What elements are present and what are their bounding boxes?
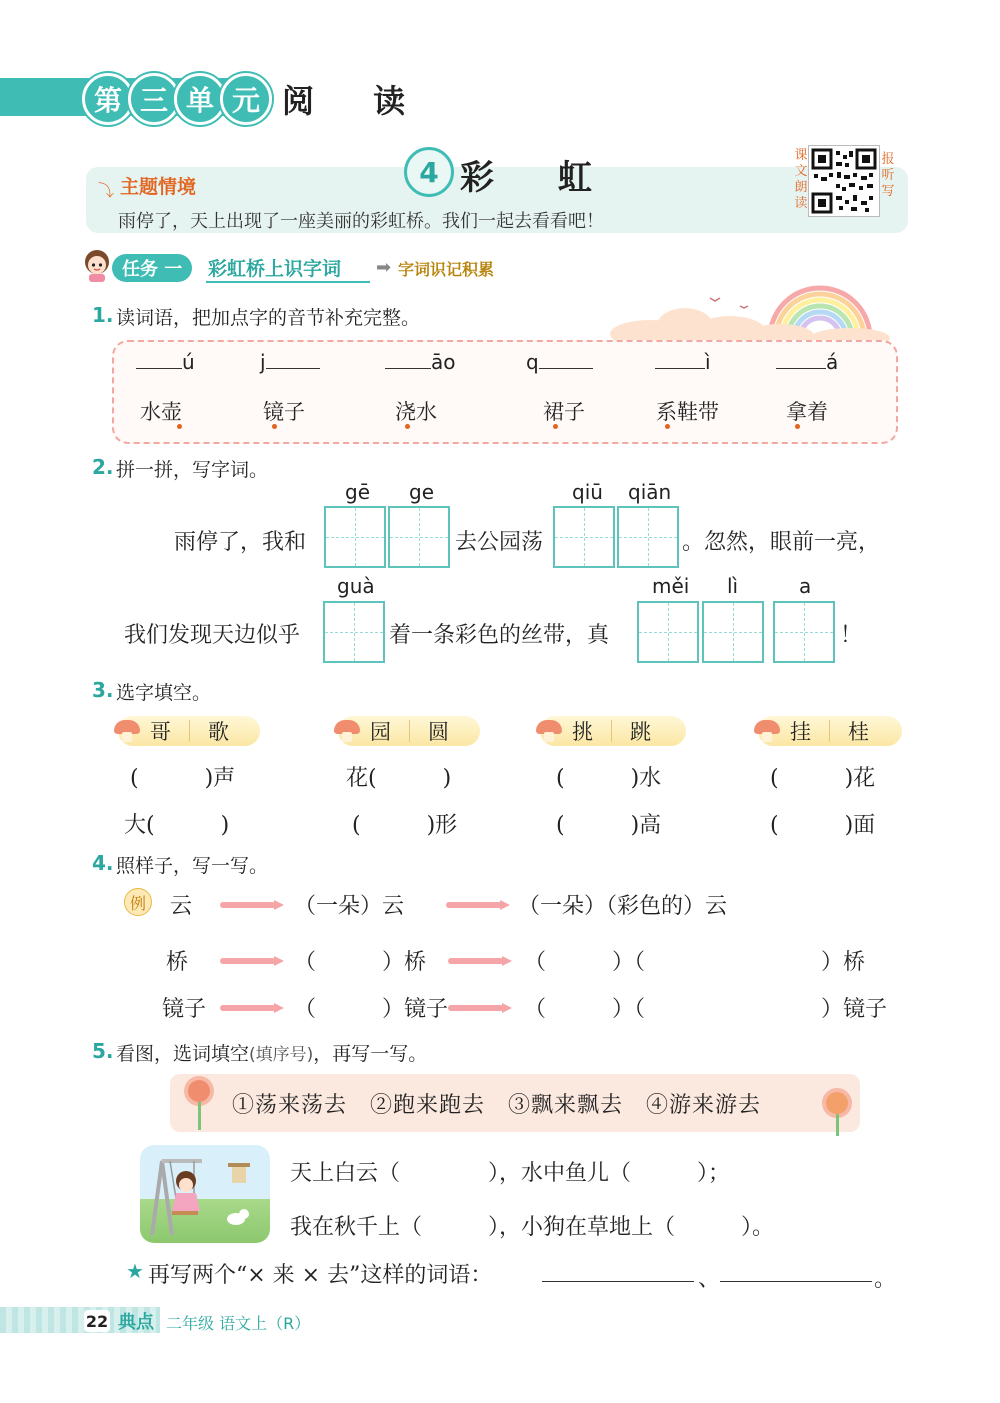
q1-word-6: 拿着 [786, 400, 828, 424]
mushroom-icon [334, 720, 360, 742]
q2-line1-seg2: 去公园荡 [455, 530, 544, 555]
q3-blank[interactable]: ( )水 [556, 766, 662, 791]
lesson-number: 4 [404, 147, 454, 197]
q4-row1-b[interactable]: （ ）（ ）桥 [524, 950, 866, 975]
arrow-right-icon [220, 900, 284, 910]
section-title: 阅 读 [282, 82, 430, 120]
unit-char-3: 单 [174, 73, 226, 125]
q3-number: 3. [92, 678, 114, 702]
q1-word-2: 镜子 [263, 400, 305, 424]
q1-word-3: 浇水 [395, 400, 437, 424]
q5-line1[interactable]: 天上白云（ ），水中鱼儿（ ）； [290, 1161, 731, 1186]
q3-text: 选字填空。 [116, 682, 212, 704]
q2-pinyin-a: a [799, 574, 812, 598]
qr-right-label: 报听写 [881, 152, 895, 199]
q4-example-word: 云 [170, 894, 193, 919]
q4-row2-b[interactable]: （ ）（ ）镜子 [524, 997, 888, 1022]
q2-number: 2. [92, 455, 114, 479]
theme-text: 雨停了，天上出现了一座美丽的彩虹桥。我们一起去看看吧！ [118, 211, 604, 232]
lesson-title: 彩 虹 [460, 158, 618, 198]
girl-swing-illustration [140, 1145, 270, 1243]
q2-pinyin-ge1: gē [345, 480, 370, 504]
emphasis-dot [272, 424, 277, 429]
q2-pinyin-qian: qiān [628, 480, 672, 504]
unit-char-4: 元 [220, 73, 272, 125]
answer-line[interactable] [720, 1281, 872, 1282]
rainbow-cloud-illustration [590, 278, 890, 348]
theme-label: 主题情境 [120, 176, 197, 198]
q3-blank[interactable]: ( )高 [556, 813, 662, 838]
q2-pinyin-mei: měi [652, 574, 690, 598]
unit-char-2: 三 [128, 73, 180, 125]
q2-line2-seg2: 着一条彩色的丝带，真 [389, 623, 610, 648]
qr-code-icon[interactable] [808, 145, 880, 217]
mushroom-icon [754, 720, 780, 742]
writing-grid-box[interactable] [553, 506, 615, 568]
q1-pinyin-3[interactable]: āo [385, 350, 456, 374]
emphasis-dot [795, 424, 800, 429]
arrow-right-icon [446, 900, 510, 910]
q1-word-5: 系鞋带 [656, 400, 719, 424]
qr-left-label: 课文朗读 [794, 148, 808, 211]
arrow-right-icon [220, 1003, 284, 1013]
writing-grid-box[interactable] [773, 601, 835, 663]
q1-word-4: 裙子 [543, 400, 585, 424]
writing-grid-box[interactable] [323, 601, 385, 663]
q4-text: 照样子，写一写。 [116, 855, 269, 877]
q5-options: ①荡来荡去 ②跑来跑去 ③飘来飘去 ④游来游去 [232, 1093, 762, 1118]
q2-pinyin-gua: guà [337, 574, 375, 598]
writing-grid-box[interactable] [702, 601, 764, 663]
flower-icon [188, 1080, 210, 1130]
emphasis-dot [177, 424, 182, 429]
q1-pinyin-4[interactable]: q [526, 350, 593, 374]
flower-icon [826, 1092, 848, 1136]
q4-row1-a[interactable]: （ ）桥 [294, 950, 427, 975]
q2-line1-seg3: 。忽然，眼前一亮， [682, 530, 881, 555]
writing-grid-box[interactable] [388, 506, 450, 568]
star-icon: ★ [126, 1259, 144, 1283]
q1-word-1: 水壶 [140, 400, 182, 424]
mushroom-icon [536, 720, 562, 742]
q2-line1-seg1: 雨停了，我和 [174, 530, 307, 555]
example-badge: 例 [124, 888, 152, 916]
q2-pinyin-li: lì [727, 574, 739, 598]
q3-choice-pair-2: 园 圆 [338, 716, 480, 746]
emphasis-dot [665, 424, 670, 429]
q3-blank[interactable]: ( )花 [770, 766, 876, 791]
q3-blank[interactable]: 大( ) [124, 813, 230, 838]
task-subtitle: 彩虹桥上识字词 [208, 258, 342, 280]
theme-swirl-icon: ⤵ [98, 181, 115, 200]
q4-example-b: （一朵）（彩色的）云 [518, 894, 728, 919]
q3-choice-pair-1: 哥 歌 [118, 716, 260, 746]
writing-grid-box[interactable] [324, 506, 386, 568]
emphasis-dot [405, 424, 410, 429]
q2-line2-seg3: ！ [840, 623, 863, 648]
q4-number: 4. [92, 851, 114, 875]
q4-row1-word: 桥 [166, 950, 189, 975]
q5-extra-end: 。 [874, 1267, 897, 1292]
q3-blank[interactable]: 花( ) [346, 766, 452, 791]
mushroom-icon [114, 720, 140, 742]
writing-grid-box[interactable] [637, 601, 699, 663]
q5-line2[interactable]: 我在秋千上（ ），小狗在草地上（ ）。 [290, 1215, 775, 1240]
q1-pinyin-1[interactable]: ú [136, 350, 195, 374]
q4-row2-word: 镜子 [162, 997, 207, 1022]
q5-extra-prompt: 再写两个“× 来 × 去”这样的词语： [148, 1263, 493, 1288]
grade-label: 二年级 语文上（R） [166, 1314, 311, 1333]
q1-text: 读词语，把加点字的音节补充完整。 [116, 307, 421, 329]
q3-blank[interactable]: ( )面 [770, 813, 876, 838]
arrow-right-icon [448, 956, 512, 966]
q5-extra-sep: 、 [698, 1267, 721, 1292]
q1-pinyin-2[interactable]: j [260, 350, 320, 374]
q1-pinyin-6[interactable]: á [776, 350, 838, 374]
q3-blank[interactable]: ( )形 [352, 813, 458, 838]
q3-choice-pair-3: 挑 跳 [540, 716, 686, 746]
emphasis-dot [553, 424, 558, 429]
arrow-right-icon [220, 956, 284, 966]
q4-row2-a[interactable]: （ ）镜子 [294, 997, 449, 1022]
q1-pinyin-5[interactable]: ì [655, 350, 711, 374]
q2-line2-seg1: 我们发现天边似乎 [124, 623, 301, 648]
q4-example-a: （一朵）云 [294, 894, 405, 919]
task-label: 任务 一 [112, 254, 192, 282]
q3-blank[interactable]: ( )声 [130, 766, 236, 791]
q2-pinyin-qiu: qiū [572, 480, 603, 504]
q3-choice-pair-4: 挂 桂 [758, 716, 902, 746]
arrow-right-icon: ➡ [376, 257, 392, 278]
girl-avatar-icon [82, 248, 112, 282]
q5-number: 5. [92, 1039, 114, 1063]
task-tag: 字词识记积累 [398, 260, 495, 279]
q5-text: 看图，选词填空(填序号)，再写一写。 [116, 1043, 428, 1065]
q2-pinyin-ge2: ge [409, 480, 434, 504]
q2-text: 拼一拼，写字词。 [116, 459, 269, 481]
writing-grid-box[interactable] [617, 506, 679, 568]
task-underline [206, 281, 370, 283]
brand-logo: 典点 [118, 1312, 154, 1333]
q1-number: 1. [92, 303, 114, 327]
arrow-right-icon [448, 1003, 512, 1013]
unit-char-1: 第 [82, 73, 134, 125]
page-number: 22 [85, 1311, 109, 1331]
answer-line[interactable] [542, 1281, 694, 1282]
